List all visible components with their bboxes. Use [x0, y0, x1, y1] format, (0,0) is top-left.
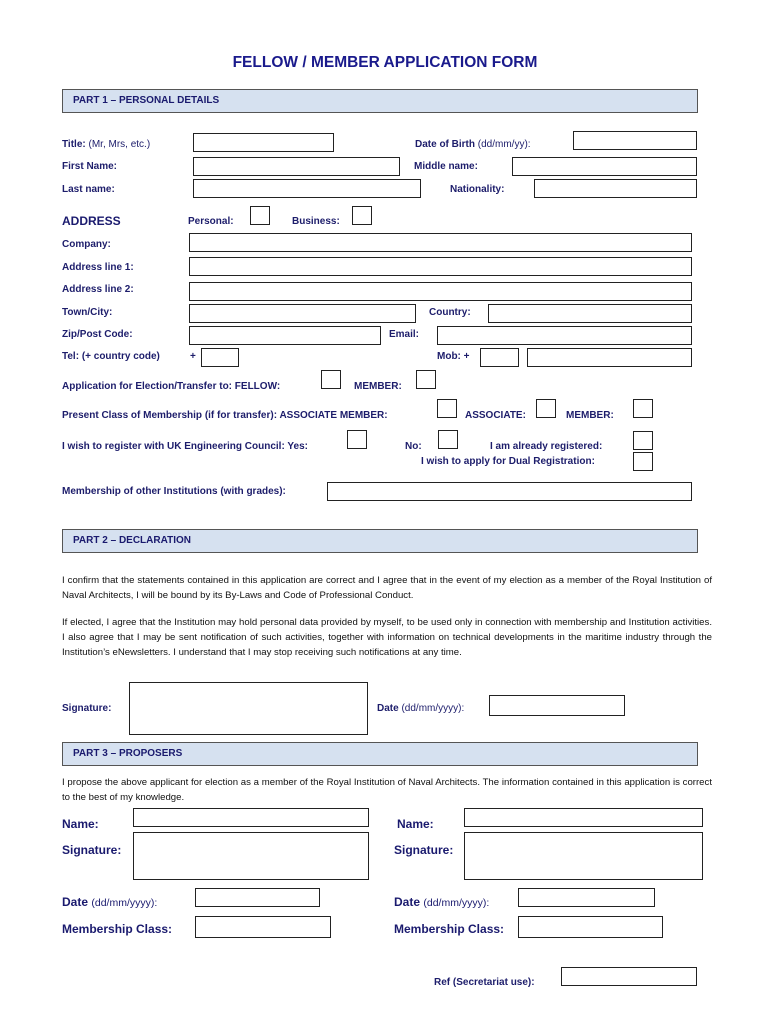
part3-header-label: PART 3 – PROPOSERS: [73, 748, 183, 759]
mob-number-input[interactable]: [527, 348, 692, 367]
dob-label: [415, 139, 531, 150]
title-input[interactable]: [193, 133, 334, 152]
mob-country-code-input[interactable]: [480, 348, 519, 367]
dob-input[interactable]: [573, 131, 697, 150]
declaration-paragraph-2: If elected, I agree that the Institution may hold personal data provided by myself, to be used only in connection with membership and Institution activities. I also agree that I may be sent notification of such activities, together with information on technical developments in the maritime industry through the Institution’s eNewsletters. I understand that I may stop receiving such notifications at any time.: [62, 617, 712, 658]
first-name-input[interactable]: [193, 157, 400, 176]
title-label-text: Title:: [62, 139, 86, 150]
nationality-label: Nationality:: [450, 184, 505, 195]
first-name-label: First Name:: [62, 161, 118, 172]
proposer1-signature-box[interactable]: [133, 832, 369, 880]
member-label: MEMBER:: [566, 410, 614, 421]
proposer1-date-label: [62, 895, 157, 909]
company-label: Company:: [62, 239, 111, 250]
present-class-label: Present Class of Membership (if for transfer): ASSOCIATE MEMBER:: [62, 410, 388, 421]
part1-header-label: PART 1 – PERSONAL DETAILS: [73, 95, 220, 106]
already-registered-checkbox[interactable]: [633, 431, 653, 450]
other-institutions-label: Membership of other Institutions (with grades):: [62, 486, 286, 497]
zip-input[interactable]: [189, 326, 381, 345]
member-checkbox[interactable]: [633, 399, 653, 418]
declaration-paragraph-1: I confirm that the statements contained in this application are correct and I agree that in the event of my election as a member of the Royal Institution of Naval Architects, I will be bound by its By-Laws and Code of Professional Conduct.: [62, 575, 712, 601]
proposer2-date-label-text: Date: [394, 895, 421, 909]
dual-registration-label: I wish to apply for Dual Registration:: [421, 456, 595, 467]
proposer2-date-label: [394, 895, 489, 909]
proposer2-name-input[interactable]: [464, 808, 703, 827]
part1-header: [62, 89, 698, 113]
fellow-checkbox[interactable]: [321, 370, 341, 389]
tel-country-code-input[interactable]: [201, 348, 239, 367]
associate-member-checkbox[interactable]: [437, 399, 457, 418]
title-label: [62, 139, 150, 150]
proposer1-date-hint: (dd/mm/yyyy):: [91, 897, 158, 909]
proposer1-date-input[interactable]: [195, 888, 320, 907]
proposer1-membership-class-input[interactable]: [195, 916, 331, 938]
business-label: Business:: [292, 216, 340, 227]
proposer2-date-input[interactable]: [518, 888, 655, 907]
uk-no-checkbox[interactable]: [438, 430, 458, 449]
address-line1-label: Address line 1:: [62, 262, 134, 273]
proposer1-signature-label: Signature:: [62, 843, 122, 857]
election-member-checkbox[interactable]: [416, 370, 436, 389]
proposer2-name-label: Name:: [397, 817, 434, 831]
part2-header: [62, 529, 698, 553]
proposer2-signature-label: Signature:: [394, 843, 454, 857]
proposer1-name-input[interactable]: [133, 808, 369, 827]
zip-label: Zip/Post Code:: [62, 329, 133, 340]
proposer1-date-label-text: Date: [62, 895, 89, 909]
declaration-date-hint: (dd/mm/yyyy):: [401, 703, 465, 714]
proposer1-name-label: Name:: [62, 817, 99, 831]
uk-yes-checkbox[interactable]: [347, 430, 367, 449]
business-checkbox[interactable]: [352, 206, 372, 225]
country-input[interactable]: [488, 304, 692, 323]
middle-name-label: Middle name:: [414, 161, 478, 172]
already-registered-label: I am already registered:: [490, 441, 603, 452]
dual-registration-checkbox[interactable]: [633, 452, 653, 471]
dob-hint: (dd/mm/yy):: [477, 139, 531, 150]
address-heading: ADDRESS: [62, 214, 121, 228]
associate-checkbox[interactable]: [536, 399, 556, 418]
election-member-label: MEMBER:: [354, 381, 402, 392]
address-line2-input[interactable]: [189, 282, 692, 301]
ref-input[interactable]: [561, 967, 697, 986]
town-label: Town/City:: [62, 307, 113, 318]
declaration-date-label-text: Date: [377, 703, 399, 714]
proposer2-date-hint: (dd/mm/yyyy):: [423, 897, 490, 909]
proposer1-membership-class-label: Membership Class:: [62, 922, 173, 936]
tel-label: Tel: (+ country code): [62, 351, 160, 362]
part3-header: [62, 742, 698, 766]
email-input[interactable]: [437, 326, 692, 345]
last-name-label: Last name:: [62, 184, 115, 195]
address-line1-input[interactable]: [189, 257, 692, 276]
ref-label: Ref (Secretariat use):: [434, 977, 535, 988]
form-title: FELLOW / MEMBER APPLICATION FORM: [232, 54, 538, 71]
country-label: Country:: [429, 307, 471, 318]
declaration-date-label: [377, 703, 464, 714]
proposer2-membership-class-label: Membership Class:: [394, 922, 505, 936]
mob-label: Mob: +: [437, 351, 470, 362]
email-label: Email:: [389, 329, 420, 340]
dob-label-text: Date of Birth: [415, 139, 475, 150]
declaration-signature-label: Signature:: [62, 703, 112, 714]
company-input[interactable]: [189, 233, 692, 252]
associate-label: ASSOCIATE:: [465, 410, 526, 421]
personal-checkbox[interactable]: [250, 206, 270, 225]
last-name-input[interactable]: [193, 179, 421, 198]
title-hint: (Mr, Mrs, etc.): [88, 139, 151, 150]
uk-no-label: No:: [405, 441, 422, 452]
middle-name-input[interactable]: [512, 157, 697, 176]
part2-header-label: PART 2 – DECLARATION: [73, 535, 191, 546]
other-institutions-input[interactable]: [327, 482, 692, 501]
declaration-date-input[interactable]: [489, 695, 625, 716]
tel-plus: +: [190, 351, 196, 362]
declaration-signature-box[interactable]: [129, 682, 368, 735]
personal-label: Personal:: [188, 216, 234, 227]
address-line2-label: Address line 2:: [62, 284, 134, 295]
proposers-paragraph: I propose the above applicant for election as a member of the Royal Institution of Naval Architects. The information contained in this application is correct to the best of my knowledge.: [62, 777, 712, 803]
proposer2-signature-box[interactable]: [464, 832, 703, 880]
proposer2-membership-class-input[interactable]: [518, 916, 663, 938]
uk-register-label: I wish to register with UK Engineering Council: Yes:: [62, 441, 308, 452]
nationality-input[interactable]: [534, 179, 697, 198]
town-input[interactable]: [189, 304, 416, 323]
election-label: Application for Election/Transfer to: FELLOW:: [62, 381, 281, 392]
